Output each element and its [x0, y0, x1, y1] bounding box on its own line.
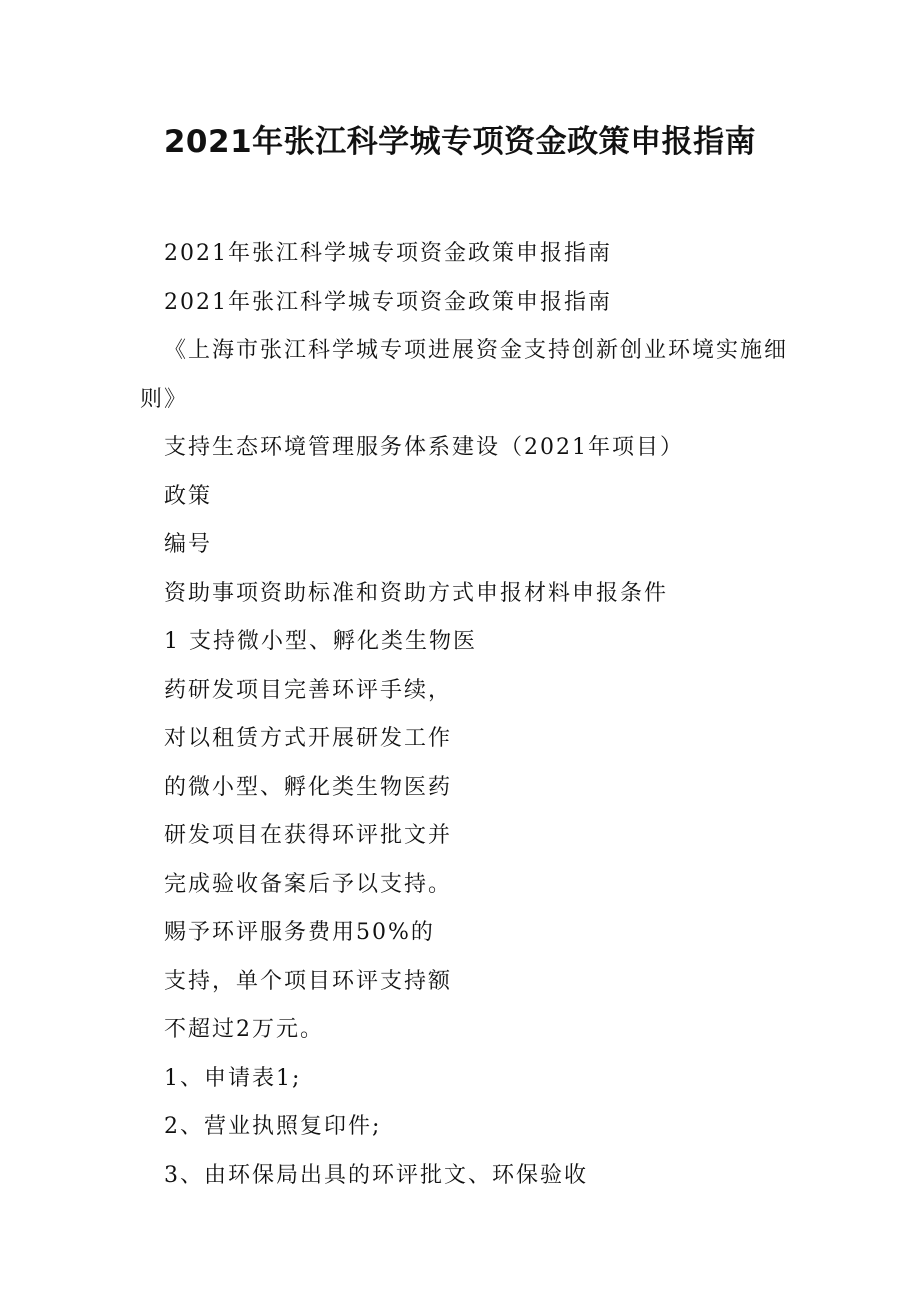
paragraph: 完成验收备案后予以支持。 [164, 871, 453, 897]
paragraph: 编号 [164, 532, 213, 557]
paragraph: 2021年张江科学城专项资金政策申报指南 [164, 289, 612, 315]
paragraph: 的微小型、孵化类生物医药 [164, 774, 453, 800]
paragraph: 2021年张江科学城专项资金政策申报指南 [164, 241, 612, 266]
paragraph: 2、营业执照复印件; [164, 1114, 382, 1139]
paragraph: 《上海市张江科学城专项进展资金支持创新创业环境实施细则》 [140, 338, 789, 412]
paragraph: 药研发项目完善环评手续， [164, 677, 453, 703]
paragraph: 不超过2万元。 [164, 1017, 324, 1042]
paragraph: 研发项目在获得环评批文并 [164, 823, 453, 848]
paragraph: 3、由环保局出具的环评批文、环保验收 [164, 1162, 588, 1188]
paragraph: 支持生态环境管理服务体系建设（2021年项目） [164, 435, 684, 460]
document-title: 2021年张江科学城专项资金政策申报指南 [163, 124, 757, 160]
document-body [140, 230, 800, 1200]
paragraph: 支持，单个项目环评支持额 [164, 968, 453, 994]
paragraph: 赐予环评服务费用50%的 [164, 920, 435, 945]
paragraph: 资助事项资助标准和资助方式申报材料申报条件 [164, 580, 669, 606]
paragraph: 1 支持微小型、孵化类生物医 [164, 629, 477, 654]
paragraph: 1、申请表1; [164, 1065, 302, 1091]
paragraph: 政策 [164, 483, 213, 509]
paragraph: 对以租赁方式开展研发工作 [164, 726, 453, 751]
